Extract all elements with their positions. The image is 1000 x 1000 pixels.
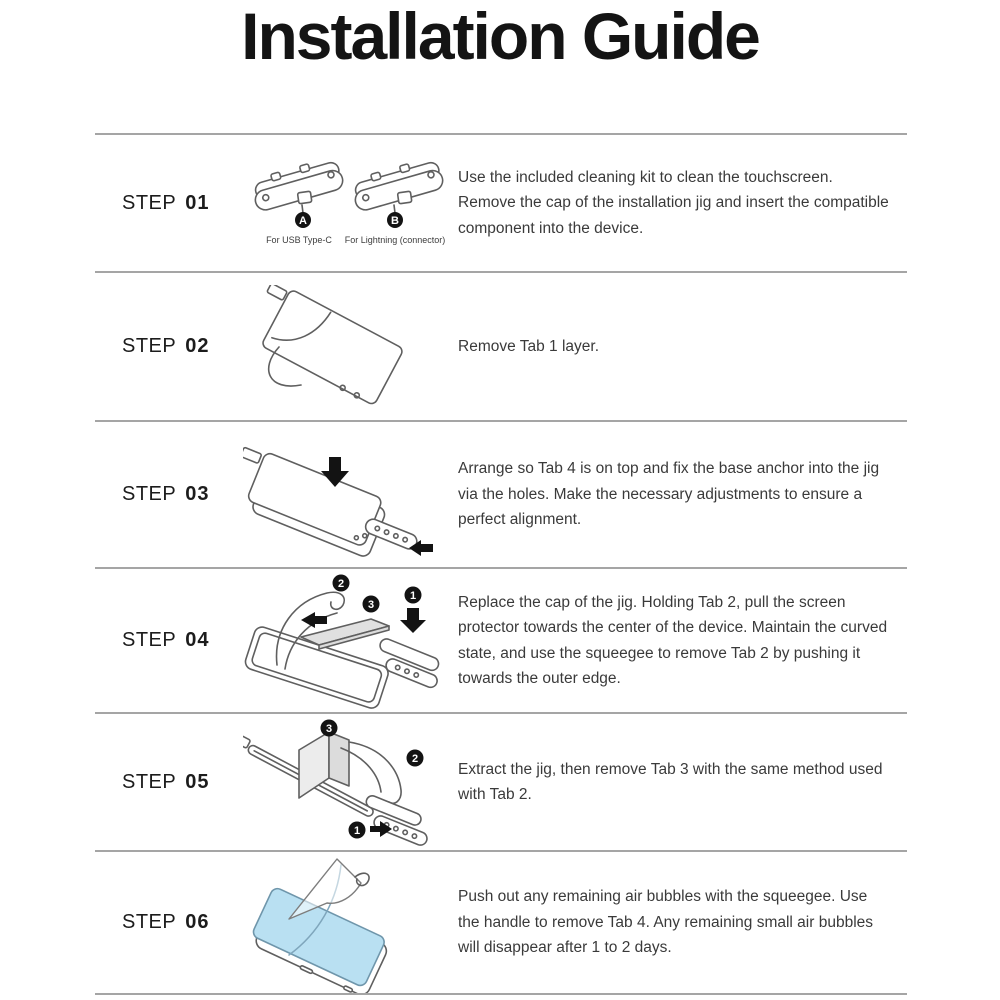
extract-jig-illustration: [240, 714, 458, 850]
step-word: STEP: [122, 191, 177, 214]
step-04-row: [95, 567, 907, 712]
finished-device-drawing: [243, 853, 455, 993]
marker-2-number: 2: [411, 753, 419, 765]
step-word: STEP: [122, 770, 177, 793]
extract-jig-drawing: [243, 714, 455, 850]
page-title: Installation Guide: [241, 0, 759, 73]
marker-1-number: 1: [409, 589, 417, 602]
step-06-row: [95, 850, 907, 995]
step-06-description: Push out any remaining air bubbles with the squeegee. Use the handle to remove Tab 4. Any remaining small air bubbles will disappear after 1 to 2 days.: [458, 888, 874, 957]
squeegee-step-illustration: [240, 571, 458, 711]
step-03-description: Arrange so Tab 4 is on top and fix the base anchor into the jig via the holes. Make the necessary adjustments to ensure a perfect alignment.: [458, 460, 880, 529]
step-word: STEP: [122, 335, 177, 357]
step-06-label: [95, 911, 240, 934]
push-left-arrow-icon: [301, 612, 327, 628]
step-02-label: [95, 335, 240, 358]
align-jig-drawing: [243, 429, 455, 561]
caption-usb-type-c: For USB Type-C: [266, 235, 332, 245]
jig-components-drawing: [243, 159, 455, 247]
step-04-description: Replace the cap of the jig. Holding Tab 2, pull the screen protector towards the center of the device. Maintain the curved state, and use the squeegee to remove Tab 2 by pushing it towards the outer edge.: [458, 593, 888, 687]
badge-b-letter: B: [391, 215, 399, 227]
step-02-row: [95, 271, 907, 420]
film-peel-drawing: [243, 285, 455, 409]
step-01-row: [95, 133, 907, 271]
steps-list: [95, 133, 907, 995]
film-peel-illustration: [240, 285, 458, 409]
step-02-description: Remove Tab 1 layer.: [458, 337, 600, 355]
badge-a-letter: A: [299, 215, 307, 227]
step-03-label: [95, 483, 240, 506]
squeegee-step-drawing: [243, 571, 455, 711]
step-05-description: Extract the jig, then remove Tab 3 with the same method used with Tab 2.: [458, 760, 883, 803]
step-01-label: [95, 192, 240, 215]
down-arrow-icon: [400, 608, 426, 633]
finished-device-illustration: [240, 853, 458, 993]
step-word: STEP: [122, 629, 177, 651]
usb-c-jig-component: [249, 159, 346, 217]
step-number: 01: [185, 191, 210, 214]
step-number: 02: [185, 335, 210, 357]
marker-3-number: 3: [367, 598, 375, 611]
marker-3-number: 3: [325, 723, 333, 735]
step-03-row: [95, 420, 907, 567]
step-word: STEP: [122, 911, 177, 933]
step-number: 05: [185, 770, 210, 793]
step-05-row: [95, 712, 907, 850]
device-with-film: [243, 443, 390, 558]
step-01-description: Use the included cleaning kit to clean the touchscreen. Remove the cap of the installation jig and insert the compatible component into the device.: [458, 168, 889, 237]
step-05-label: [95, 771, 240, 794]
step-word: STEP: [122, 483, 177, 505]
step-number: 04: [185, 629, 210, 651]
protector-film-sheet: [243, 285, 404, 407]
step-04-label: [95, 629, 240, 652]
marker-2-number: 2: [337, 577, 345, 590]
step-number: 06: [185, 911, 210, 933]
jig-components-illustration: [240, 159, 458, 247]
caption-lightning: For Lightning (connector): [344, 235, 446, 245]
align-jig-illustration: [240, 429, 458, 561]
marker-1-number: 1: [353, 825, 361, 837]
curved-film: [349, 742, 401, 803]
tab3-sheet-right: [329, 732, 349, 786]
step-number: 03: [185, 483, 210, 505]
film-handle-curl: [355, 873, 369, 885]
lightning-jig-component: [349, 159, 446, 217]
